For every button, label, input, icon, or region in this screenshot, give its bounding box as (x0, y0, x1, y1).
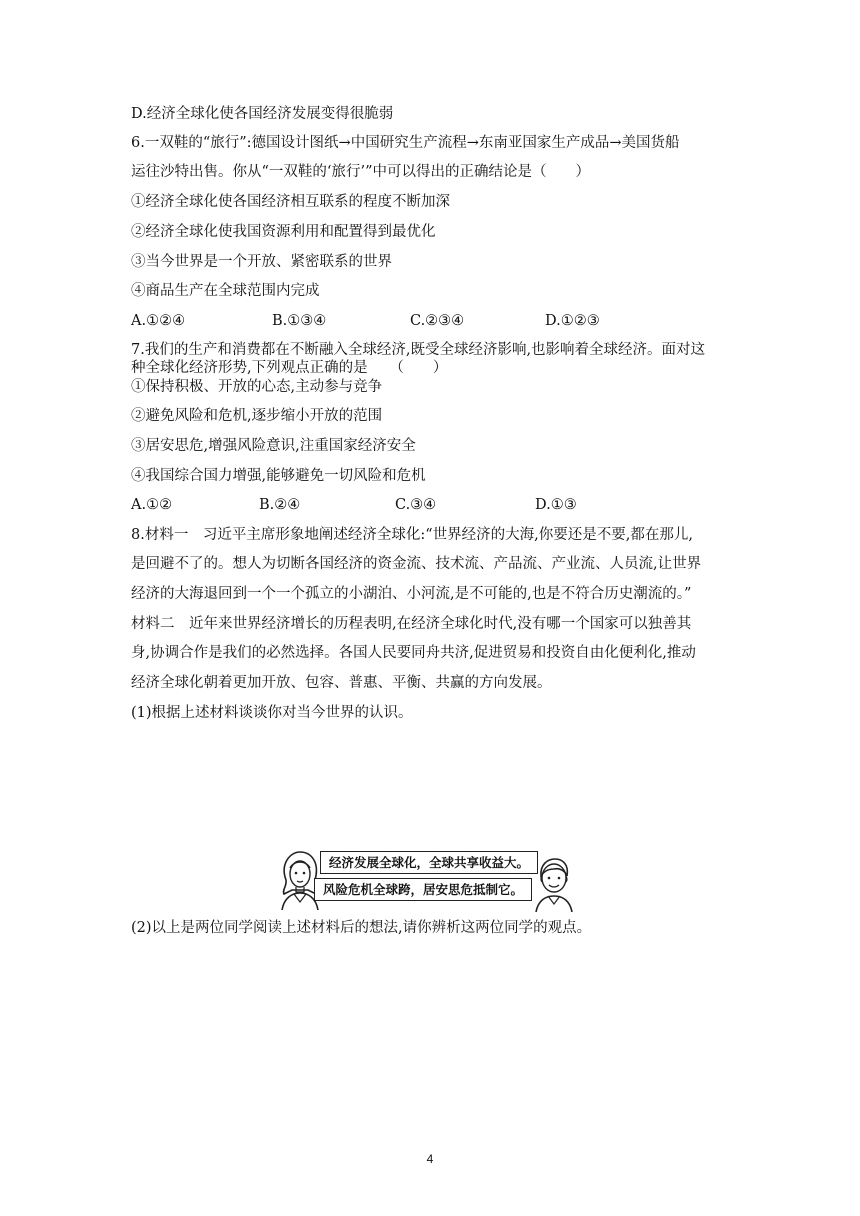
q8-material-1-line-1: 8.材料一 习近平主席形象地阐述经济全球化:“世界经济的大海,你要还是不要,都在那儿, (131, 527, 693, 543)
page-number: 4 (426, 1152, 434, 1166)
q8-material-1-line-2: 是回避不了的。想人为切断各国经济的资金流、技术流、产品流、产业流、人员流,让世界 (131, 556, 702, 572)
q8-material-2-line-1: 材料二 近年来世界经济增长的历程表明,在经济全球化时代,没有哪一个国家可以独善其 (131, 616, 692, 632)
q7-statement-4: ④我国综合国力增强,能够避免一切风险和危机 (131, 468, 426, 484)
q6-option-c: C.②③④ (410, 313, 465, 329)
q8-material-2-line-3: 经济全球化朝着更加开放、包容、普惠、平衡、共赢的方向发展。 (131, 675, 552, 691)
q8-subquestion-2: (2)以上是两位同学阅读上述材料后的想法,请你辨析这两位同学的观点。 (131, 920, 592, 936)
q6-option-a: A.①②④ (131, 313, 186, 329)
q8-material-2-line-2: 身,协调合作是我们的必然选择。各国人民要同舟共济,促进贸易和投资自由化便利化,推动 (131, 645, 696, 661)
q7-statement-3: ③居安思危,增强风险意识,注重国家经济安全 (131, 438, 416, 454)
q6-option-b: B.①③④ (272, 313, 327, 329)
q5-option-d: D.经济全球化使各国经济发展变得很脆弱 (131, 106, 394, 122)
q6-statement-4: ④商品生产在全球范围内完成 (131, 283, 320, 299)
q7-statement-1: ①保持积极、开放的心态,主动参与竞争 (131, 379, 383, 395)
q7-option-b: B.②④ (259, 497, 301, 513)
q7-option-d: D.①③ (535, 497, 577, 513)
q7-option-c: C.③④ (395, 497, 437, 513)
q6-stem-line-2: 运往沙特出售。你从“一双鞋的‘旅行’”中可以得出的正确结论是（ ） (131, 164, 591, 180)
speech-bubble-boy: 风险危机全球跨，居安思危抵制它。 (314, 878, 532, 901)
q7-option-a: A.①② (131, 497, 173, 513)
q7-statement-2: ②避免风险和危机,逐步缩小开放的范围 (131, 408, 383, 424)
q8-material-1-line-3: 经济的大海退回到一个一个孤立的小湖泊、小河流,是不可能的,也是不符合历史潮流的。” (131, 586, 692, 602)
speech-bubble-girl: 经济发展全球化，全球共享收益大。 (320, 851, 538, 874)
q7-stem-line-1: 7.我们的生产和消费都在不断融入全球经济,既受全球经济影响,也影响着全球经济。面对这 (131, 342, 706, 358)
q6-statement-1: ①经济全球化使各国经济相互联系的程度不断加深 (131, 194, 450, 210)
q6-statement-3: ③当今世界是一个开放、紧密联系的世界 (131, 254, 392, 270)
q8-subquestion-1: (1)根据上述材料谈谈你对当今世界的认识。 (131, 705, 413, 721)
boy-student-icon (532, 856, 576, 912)
q7-stem-line-2: 种全球化经济形势,下列观点正确的是 （ ） (131, 360, 448, 376)
q6-statement-2: ②经济全球化使我国资源利用和配置得到最优化 (131, 224, 436, 240)
q6-option-d: D.①②③ (545, 313, 600, 329)
q6-stem-line-1: 6.一双鞋的“旅行”:德国设计图纸→中国研究生产流程→东南亚国家生产成品→美国货船 (131, 135, 680, 151)
